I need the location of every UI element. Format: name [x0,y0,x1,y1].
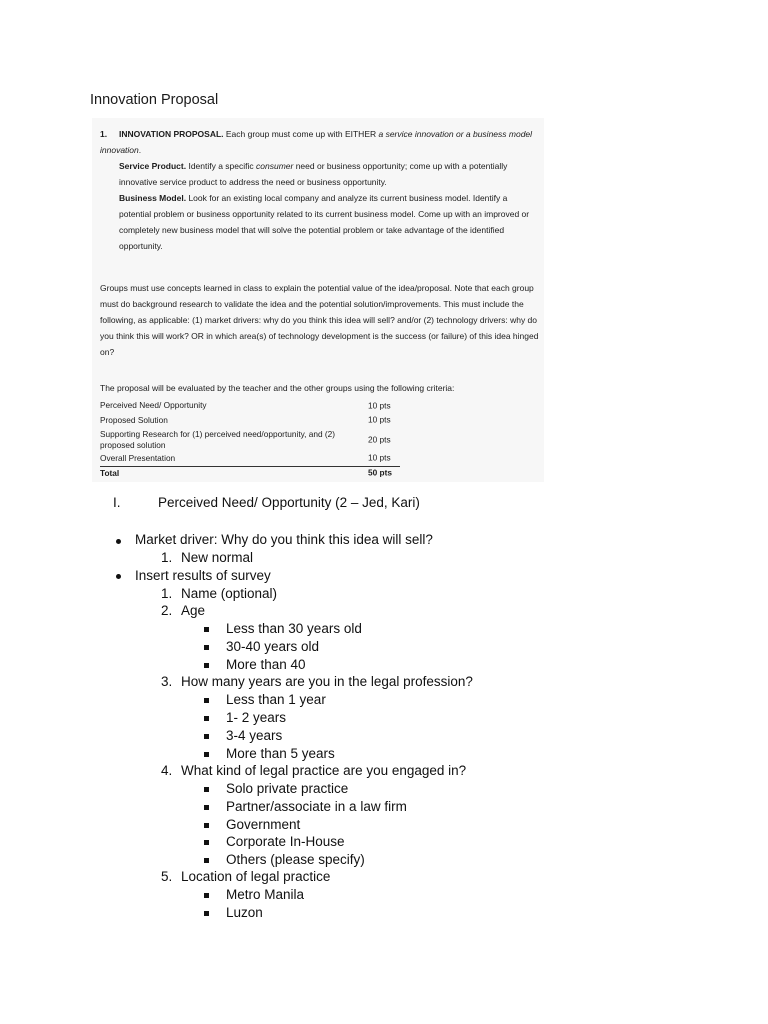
survey-option: Partner/associate in a law firm [226,799,407,814]
excerpt-business-text: Look for an existing local company and analyze its current business model. Identify a potential problem or business opportunity related to its current business model. Come up with an improved or completely new business model that will solve the potential problem or take advantage of the identified opportunity. [119,193,530,251]
survey-option: Less than 30 years old [226,621,362,636]
survey-option: Corporate In-House [226,834,345,849]
criteria-total-row [100,466,400,479]
survey-option: Government [226,817,301,832]
excerpt-business-label: Business Model. [119,193,187,203]
section-title: Perceived Need/ Opportunity (2 – Jed, Kari) [158,495,420,510]
survey-option: 30-40 years old [226,639,320,654]
criteria-label: Proposed Solution [100,414,168,425]
bullet-dot-icon [116,574,121,579]
excerpt-business-model [100,190,540,254]
survey-option: 1- 2 years [226,710,287,725]
excerpt-heading-italic: a service innovation or a business model innovation [100,129,533,155]
square-bullet-icon [204,698,209,703]
criteria-table [100,400,400,479]
square-bullet-icon [204,893,209,898]
bullet-dot-icon [116,539,121,544]
criteria-total-label: Total [100,468,120,479]
square-bullet-icon [204,787,209,792]
criteria-label: Supporting Research for (1) perceived need/opportunity, and (2) proposed solution [100,428,336,450]
square-bullet-icon [204,663,209,668]
list-number: 1. [161,586,173,601]
square-bullet-icon [204,716,209,721]
square-bullet-icon [204,840,209,845]
survey-option: More than 5 years [226,746,335,761]
survey-option: Luzon [226,905,263,920]
criteria-row [100,453,400,464]
square-bullet-icon [204,752,209,757]
excerpt-service-text-a: Identify a specific [186,161,257,171]
square-bullet-icon [204,627,209,632]
excerpt-service-label: Service Product. [119,161,187,171]
list-number: 3. [161,674,173,689]
excerpt-service-text-b: need or business opportunity; come up with a potentially innovative service product to address the need or business opportunity. [119,161,508,187]
survey-option: More than 40 [226,657,306,672]
survey-question: Name (optional) [181,586,278,601]
list-number: 4. [161,763,173,778]
criteria-label: Perceived Need/ Opportunity [100,400,207,411]
square-bullet-icon [204,823,209,828]
excerpt-item-number: 1. [100,129,108,139]
market-driver-item: New normal [181,550,254,565]
square-bullet-icon [204,645,209,650]
page-title: Innovation Proposal [90,92,219,108]
survey-question: Age [181,603,206,618]
square-bullet-icon [204,805,209,810]
excerpt-heading-text: Each group must come up with EITHER [223,129,379,139]
excerpt-paragraph: Groups must use concepts learned in class to explain the potential value of the idea/proposal. Note that each group must do background research to validate the idea and the potential solution/improvements. This must include the following, as applicable: (1) market drivers: why do you think this idea will sell? and/or (2) technology drivers: why do you think this will work? OR in which area(s) of technology development is the success (or failure) of this idea hinged on? [100,283,539,357]
survey-option: Solo private practice [226,781,349,796]
bullet-survey: Insert results of survey [135,568,271,583]
excerpt-service-italic: consumer [256,161,294,171]
list-number: 1. [161,550,173,565]
square-bullet-icon [204,734,209,739]
criteria-label: Overall Presentation [100,452,176,463]
bullet-market-driver: Market driver: Why do you think this idea will sell? [135,532,433,547]
survey-question: Location of legal practice [181,869,331,884]
criteria-points: 10 pts [368,414,391,425]
criteria-points: 10 pts [368,452,391,463]
excerpt-criteria-intro: The proposal will be evaluated by the teacher and the other groups using the following criteria: [100,383,455,393]
survey-option: 3-4 years [226,728,283,743]
survey-question: What kind of legal practice are you engaged in? [181,763,467,778]
criteria-points: 10 pts [368,400,391,411]
criteria-total-points: 50 pts [368,467,392,478]
survey-option: Less than 1 year [226,692,326,707]
criteria-points: 20 pts [368,434,391,445]
criteria-row [100,400,400,411]
survey-question: How many years are you in the legal profession? [181,674,473,689]
criteria-row [100,414,400,425]
excerpt-heading-bold: INNOVATION PROPOSAL. [119,129,224,139]
list-number: 2. [161,603,173,618]
excerpt-service-product [100,158,540,190]
list-number: 5. [161,869,173,884]
excerpt-heading-end: . [138,145,142,155]
criteria-row [100,429,400,451]
survey-option: Metro Manila [226,887,305,902]
square-bullet-icon [204,858,209,863]
survey-option: Others (please specify) [226,852,365,867]
excerpt-item-1 [100,126,540,254]
square-bullet-icon [204,911,209,916]
assignment-excerpt-image [92,118,544,482]
section-numeral: I. [113,495,121,510]
